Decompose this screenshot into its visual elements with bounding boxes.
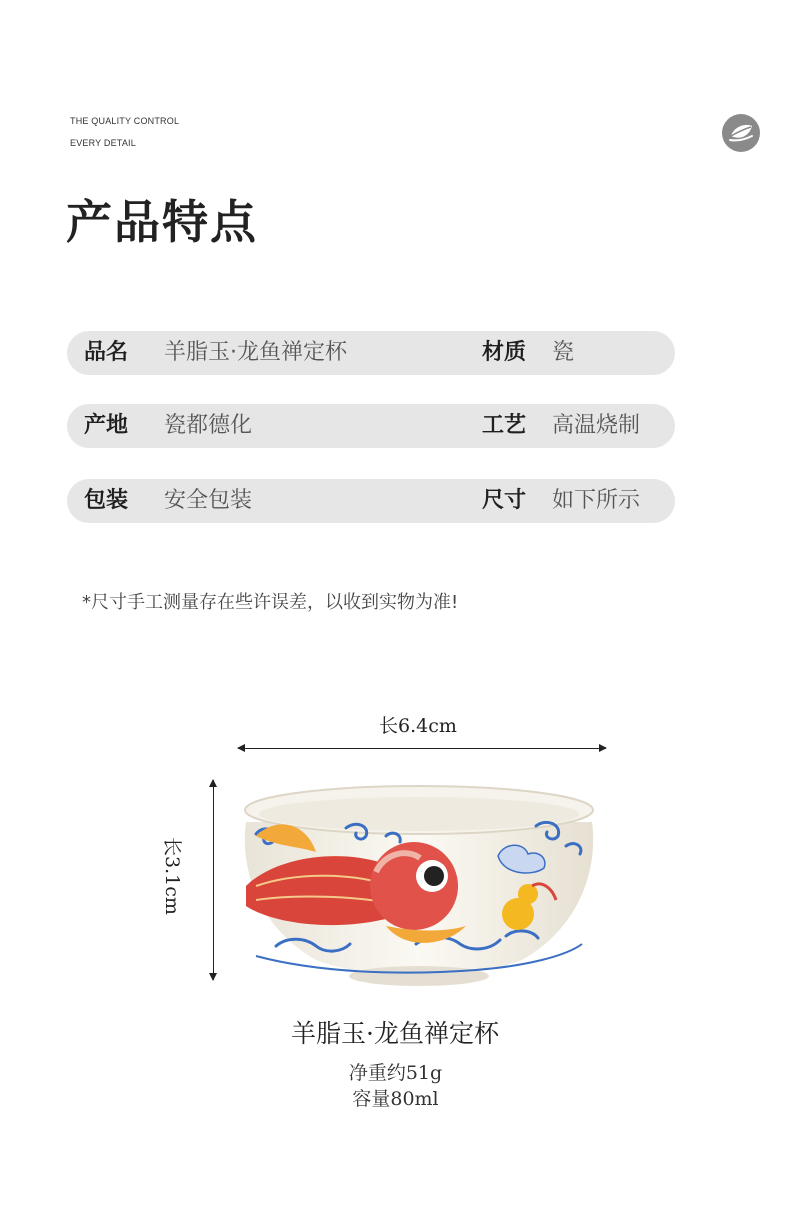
spec-key: 工艺: [482, 413, 527, 438]
measurement-note: *尺寸手工测量存在些许误差，以收到实物为准!: [82, 592, 459, 613]
spec-key: 品名: [84, 340, 129, 365]
leaf-logo-icon: [722, 114, 760, 152]
page-title: 产品特点: [66, 195, 258, 249]
spec-value: 高温烧制: [552, 413, 641, 438]
spec-key: 产地: [84, 413, 129, 438]
width-dimension-arrow: [238, 748, 606, 749]
eyebrow-line-1: THE QUALITY CONTROL: [70, 116, 180, 126]
spec-row: [67, 479, 675, 523]
height-dimension-label: 长3.1cm: [161, 837, 183, 915]
product-capacity: 容量80ml: [352, 1088, 439, 1110]
spec-row: [67, 331, 675, 375]
spec-value: 羊脂玉·龙鱼禅定杯: [164, 340, 347, 365]
spec-value: 瓷: [552, 340, 575, 365]
product-weight: 净重约51g: [348, 1062, 443, 1084]
spec-value: 如下所示: [552, 488, 641, 513]
product-name: 羊脂玉·龙鱼禅定杯: [291, 1019, 499, 1048]
spec-row: [67, 404, 675, 448]
width-dimension-label: 长6.4cm: [379, 715, 457, 737]
spec-value: 安全包装: [164, 488, 253, 513]
spec-key: 尺寸: [482, 488, 527, 513]
height-dimension-arrow: [213, 780, 214, 980]
spec-key: 材质: [482, 340, 527, 365]
spec-value: 瓷都德化: [164, 413, 253, 438]
product-cup-image: [236, 776, 602, 992]
spec-key: 包装: [84, 488, 129, 513]
eyebrow-line-2: EVERY DETAIL: [70, 138, 136, 148]
